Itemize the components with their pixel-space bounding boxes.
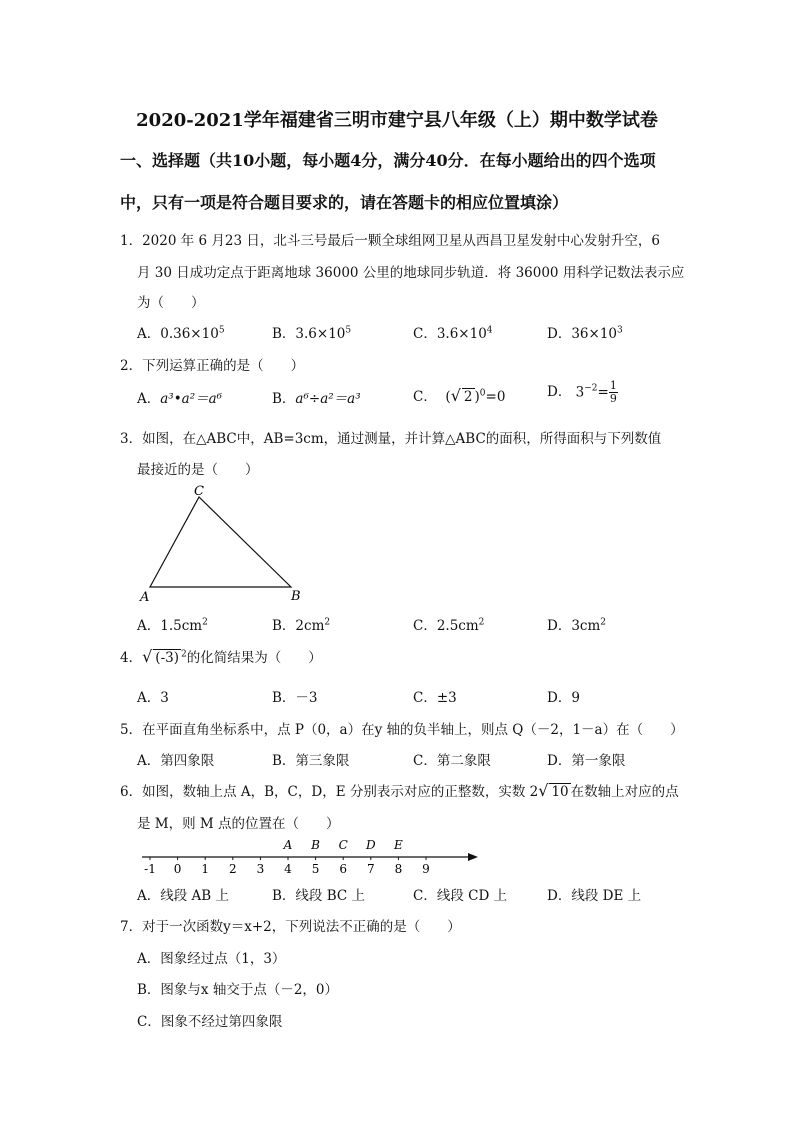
q1-stem-line2: 月 30 日成功定点于距离地球 36000 公里的地球同步轨道．将 36000 用科学记数法表示应 — [137, 265, 685, 281]
q5-option-a[interactable]: A．第四象限 — [137, 753, 215, 769]
axis-point-label: C — [338, 838, 348, 852]
axis-point-label: E — [394, 838, 403, 852]
axis-tick-label: 4 — [284, 862, 292, 876]
number-line-figure — [138, 832, 483, 880]
axis-tick-label: 8 — [394, 862, 403, 876]
fraction: $\frac{1}{9}$ — [609, 379, 617, 405]
q1-option-a[interactable]: A．$0.36\times 10^5$ — [137, 325, 225, 342]
q4-option-d[interactable]: D．9 — [547, 690, 580, 706]
q1-option-c[interactable]: C．$3.6\times 10^4$ — [413, 325, 493, 342]
axis-tick-label: 9 — [422, 862, 430, 876]
q7-option-a[interactable]: A．图象经过点（1，3） — [137, 951, 286, 967]
q6-option-d[interactable]: D．线段 DE 上 — [547, 888, 642, 904]
q4-option-b[interactable]: B．－3 — [272, 690, 318, 706]
q3-stem-line2: 最接近的是（ ） — [137, 462, 259, 478]
q6-option-c[interactable]: C．线段 CD 上 — [413, 888, 508, 904]
q4-option-c[interactable]: C．±3 — [413, 690, 457, 706]
q5-option-d[interactable]: D．第一象限 — [547, 753, 626, 769]
q6-stem-line1: 6．如图，数轴上点 A，B，C，D，E 分别表示对应的正整数，实数 2√ 10 在数轴上对应的点 — [120, 781, 679, 800]
axis-point-label: B — [311, 838, 321, 852]
section-heading-line2: 中，只有一项是符合题目要求的，请在答题卡的相应位置填涂） — [120, 193, 569, 212]
q7-option-c[interactable]: C．图象不经过第四象限 — [137, 1014, 283, 1030]
triangle-figure — [135, 480, 315, 605]
q6-stem-line2: 是 M，则 M 点的位置在（ ） — [137, 816, 340, 832]
q3-option-b[interactable]: B．$2cm^2$ — [272, 617, 331, 634]
q3-option-d[interactable]: D．$3cm^2$ — [547, 617, 607, 634]
vertex-label-a: A — [140, 590, 150, 605]
q1-stem-line3: 为（ ） — [137, 295, 205, 311]
q5-option-b[interactable]: B．第三象限 — [272, 753, 350, 769]
q2-option-c[interactable]: C． (√ 2 )$^0$=0 — [413, 386, 506, 405]
axis-tick-label: 1 — [201, 862, 210, 876]
q6-option-b[interactable]: B．线段 BC 上 — [272, 888, 366, 904]
q7-option-b[interactable]: B．图象与x 轴交于点（－2，0） — [137, 982, 339, 998]
vertex-label-c: C — [194, 484, 204, 499]
triangle-abc — [150, 497, 291, 587]
axis-tick-label: 7 — [366, 862, 375, 876]
axis-tick-label: 5 — [311, 862, 320, 876]
q4-option-a[interactable]: A．3 — [137, 690, 169, 706]
q4-radicand: (-3) — [155, 650, 179, 666]
q1-stem-line1: 1．2020 年 6 月23 日，北斗三号最后一颗全球组网卫星从西昌卫星发射中心发射升空，6 — [120, 233, 660, 249]
section-heading-line1: 一、选择题（共10小题，每小题4分，满分40分．在每小题给出的四个选项 — [120, 151, 656, 170]
axis-tick-label: 3 — [256, 862, 265, 876]
q2-stem: 2．下列运算正确的是（ ） — [120, 358, 305, 374]
q2-option-b[interactable]: B．a⁶÷a²＝a³ — [272, 391, 361, 407]
q1-option-d[interactable]: D．$36\times 10^3$ — [547, 325, 623, 342]
axis-point-label: D — [365, 838, 376, 852]
q3-option-c[interactable]: C．$2.5cm^2$ — [413, 617, 485, 634]
q4-stem: 4．√ (-3) $^2$的化简结果为（ ） — [120, 647, 322, 666]
axis-tick-label: 6 — [339, 862, 348, 876]
q5-option-c[interactable]: C．第二象限 — [413, 753, 491, 769]
q7-stem: 7．对于一次函数y＝x+2，下列说法不正确的是（ ） — [120, 919, 461, 935]
q3-stem-line1: 3．如图，在△ABC中，AB=3cm，通过测量，并计算△ABC的面积，所得面积与下列数值 — [120, 431, 662, 447]
q6-option-a[interactable]: A．线段 AB 上 — [137, 888, 230, 904]
page-title: 2020-2021学年福建省三明市建宁县八年级（上）期中数学试卷 — [136, 110, 658, 131]
axis-tick-label: -1 — [144, 862, 156, 876]
axis-point-label: A — [283, 838, 293, 852]
q5-stem: 5．在平面直角坐标系中，点 P（0，a）在y 轴的负半轴上，则点 Q（－2，1－a）在（ ） — [120, 722, 684, 738]
q3-option-a[interactable]: A．$1.5cm^2$ — [137, 617, 208, 634]
q1-option-b[interactable]: B．$3.6\times 10^5$ — [272, 325, 352, 342]
axis-tick-label: 2 — [228, 862, 237, 876]
q2-option-a[interactable]: A．a³•a²＝a⁶ — [137, 391, 223, 407]
axis-tick-label: 0 — [173, 862, 182, 876]
vertex-label-b: B — [291, 589, 301, 604]
q2-option-d[interactable]: D． $3^{-2}=$ $\frac{1}{9}$ — [547, 379, 617, 405]
axis-arrow — [468, 853, 478, 861]
